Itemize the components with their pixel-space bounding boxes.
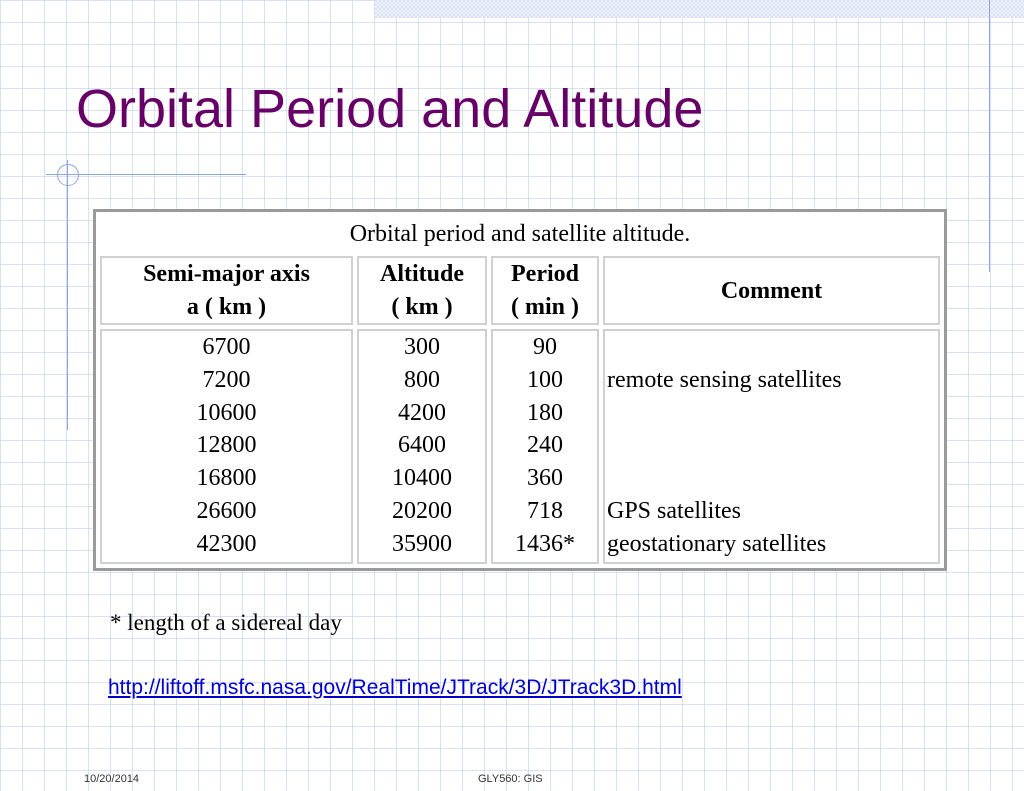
table-cell: 6400 — [398, 432, 446, 459]
table-caption: Orbital period and satellite altitude. — [349, 220, 691, 247]
decorative-vertical-line — [67, 160, 68, 430]
footer-course: GLY560: GIS — [478, 773, 543, 785]
table-cell: 800 — [404, 367, 440, 394]
header-semi-major-line2: a ( km ) — [186, 293, 267, 320]
table-cell: 35900 — [392, 530, 452, 557]
right-decorative-line — [989, 0, 990, 272]
table-cell: 718 — [527, 497, 563, 524]
table-cell — [607, 397, 936, 430]
semi-major-column — [100, 329, 353, 564]
table-cell — [607, 331, 936, 364]
header-altitude — [357, 256, 487, 325]
table-cell: remote sensing satellites — [607, 367, 842, 394]
top-decorative-band — [375, 0, 1024, 18]
header-semi-major-line1: Semi-major axis — [143, 261, 310, 287]
table-cell: 42300 — [196, 530, 257, 557]
header-semi-major-axis — [100, 256, 353, 325]
table-cell: 300 — [404, 334, 440, 361]
table-cell: geostationary satellites — [607, 530, 827, 557]
table-cell — [607, 462, 936, 495]
table-cell: 26600 — [196, 497, 257, 524]
altitude-column — [357, 329, 487, 564]
header-altitude-line2: ( km ) — [391, 293, 453, 320]
table-cell: 90 — [533, 334, 557, 361]
table-cell — [607, 429, 936, 462]
table-cell: 100 — [527, 367, 563, 394]
table-cell: 6700 — [202, 334, 251, 361]
jtrack-link[interactable]: http://liftoff.msfc.nasa.gov/RealTime/JTrack/3D/JTrack3D.html — [108, 676, 682, 699]
header-comment: Comment — [603, 256, 940, 325]
slide-title: Orbital Period and Altitude — [76, 79, 704, 139]
table-cell: 10400 — [392, 465, 452, 492]
table-cell: 240 — [527, 432, 563, 459]
period-column — [491, 329, 599, 564]
comment-column — [603, 329, 940, 564]
table-cell: 10600 — [196, 399, 257, 426]
table-cell: 180 — [527, 399, 563, 426]
table-cell: 12800 — [196, 432, 257, 459]
table-cell: 4200 — [398, 399, 446, 426]
table-cell: 20200 — [392, 497, 452, 524]
header-altitude-line1: Altitude — [380, 261, 464, 287]
header-period-line2: ( min ) — [511, 293, 579, 320]
decorative-circle — [57, 164, 79, 186]
table-cell: 360 — [527, 465, 563, 492]
table-cell: GPS satellites — [607, 497, 742, 524]
header-period-line1: Period — [511, 261, 579, 287]
footer-date: 10/20/2014 — [84, 773, 140, 785]
orbital-table — [93, 209, 947, 571]
header-period — [491, 256, 599, 325]
table-cell: 16800 — [196, 465, 257, 492]
footnote: * length of a sidereal day — [110, 610, 342, 635]
table-cell: 1436* — [515, 530, 575, 557]
table-cell: 7200 — [202, 367, 251, 394]
